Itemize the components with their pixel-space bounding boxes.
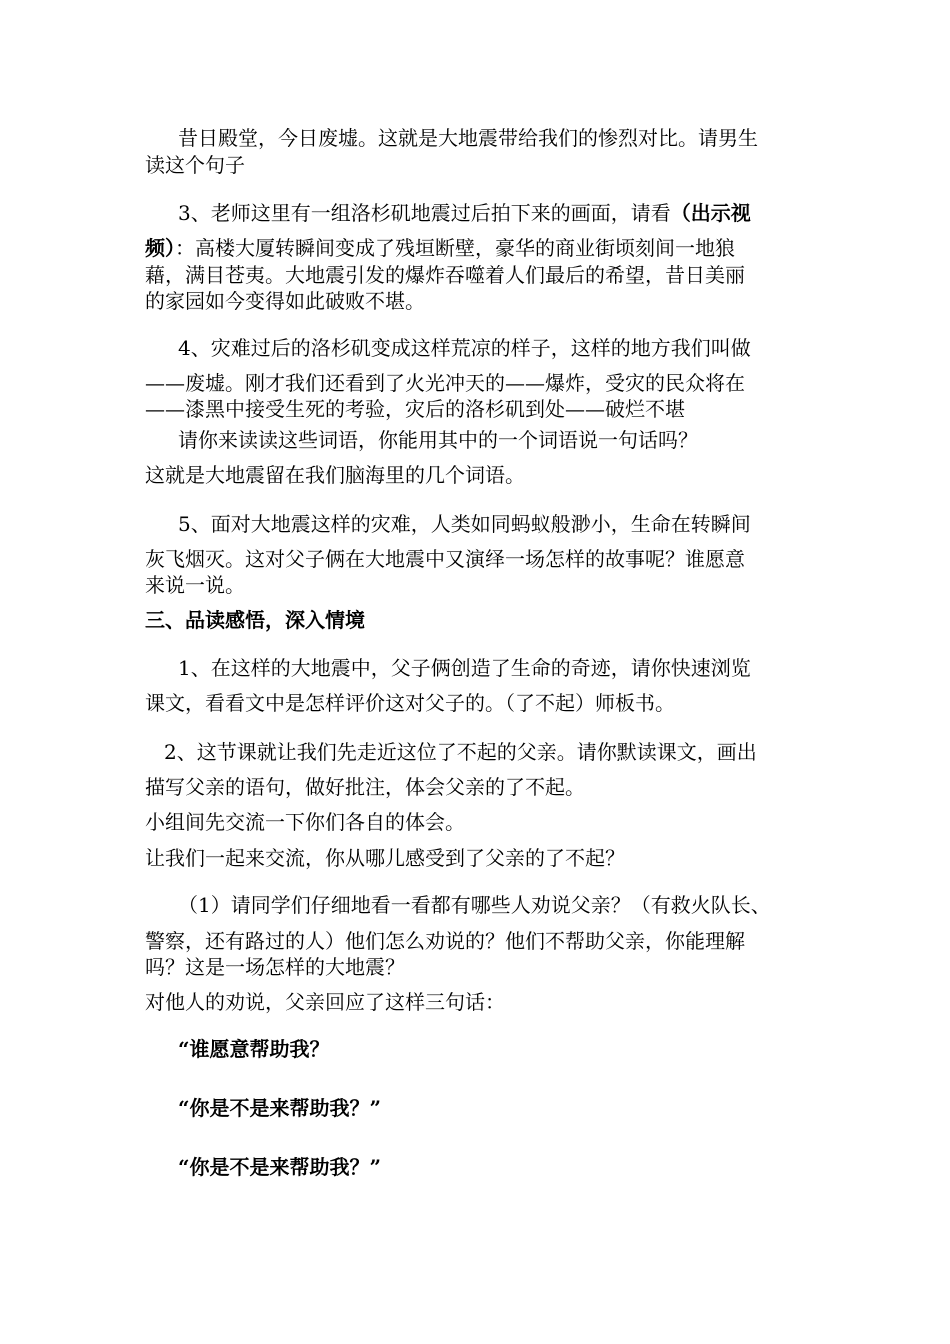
paragraph-line: 2、这节课就让我们先走近这位了不起的父亲。请你默读课文，画出 [164,740,757,764]
quote-line: “你是不是来帮助我？” [178,1096,382,1120]
paragraph-line: 藉，满目苍夷。大地震引发的爆炸吞噬着人们最后的希望，昔日美丽 [145,263,745,287]
paragraph-line: 读这个句子 [145,153,245,177]
paragraph-text: 3、老师这里有一组洛杉矶地震过后拍下来的画面，请看 [178,201,671,225]
section-heading: 三、品读感悟，深入情境 [145,608,365,632]
paragraph-line: ——漆黑中接受生死的考验，灾后的洛杉矶到处——破烂不堪 [145,397,685,421]
bold-annotation: （出示视 [670,201,751,225]
paragraph-line: 来说一说。 [145,573,245,597]
paragraph-text: ：高楼大厦转瞬间变成了残垣断壁，豪华的商业街顷刻间一地狼 [175,236,735,260]
quote-line: “你是不是来帮助我？” [178,1155,382,1179]
paragraph-line: 1、在这样的大地震中，父子俩创造了生命的奇迹，请你快速浏览 [178,656,751,680]
paragraph-line: 对他人的劝说，父亲回应了这样三句话： [145,990,505,1014]
paragraph-line: 昔日殿堂，今日废墟。这就是大地震带给我们的惨烈对比。请男生 [178,126,758,150]
paragraph-line [145,236,735,260]
paragraph-line: 请你来读读这些词语，你能用其中的一个词语说一句话吗？ [178,428,698,452]
paragraph-line: 描写父亲的语句，做好批注，体会父亲的了不起。 [145,775,585,799]
paragraph-line: 4、灾难过后的洛杉矶变成这样荒凉的样子，这样的地方我们叫做 [178,336,751,360]
paragraph-line: 警察，还有路过的人）他们怎么劝说的？他们不帮助父亲，你能理解 [145,929,745,953]
paragraph-line: 的家园如今变得如此破败不堪。 [145,289,425,313]
paragraph-line: 吗？这是一场怎样的大地震？ [145,955,405,979]
paragraph-line: 小组间先交流一下你们各自的体会。 [145,810,465,834]
paragraph-line: 这就是大地震留在我们脑海里的几个词语。 [145,463,525,487]
paragraph-line: （1）请同学们仔细地看一看都有哪些人劝说父亲？（有救火队长、 [178,893,771,917]
paragraph-line: 灰飞烟灭。这对父子俩在大地震中又演绎一场怎样的故事呢？谁愿意 [145,547,745,571]
quote-line: “谁愿意帮助我？ [178,1037,330,1061]
paragraph-line: ——废墟。刚才我们还看到了火光冲天的——爆炸，受灾的民众将在 [145,371,745,395]
paragraph-line: 5、面对大地震这样的灾难，人类如同蚂蚁般渺小，生命在转瞬间 [178,512,751,536]
paragraph-line: 让我们一起来交流，你从哪儿感受到了父亲的了不起？ [145,846,625,870]
bold-annotation: 频） [145,236,175,260]
paragraph-line: 课文，看看文中是怎样评价这对父子的。（了不起）师板书。 [145,691,675,715]
paragraph-line [178,201,751,225]
